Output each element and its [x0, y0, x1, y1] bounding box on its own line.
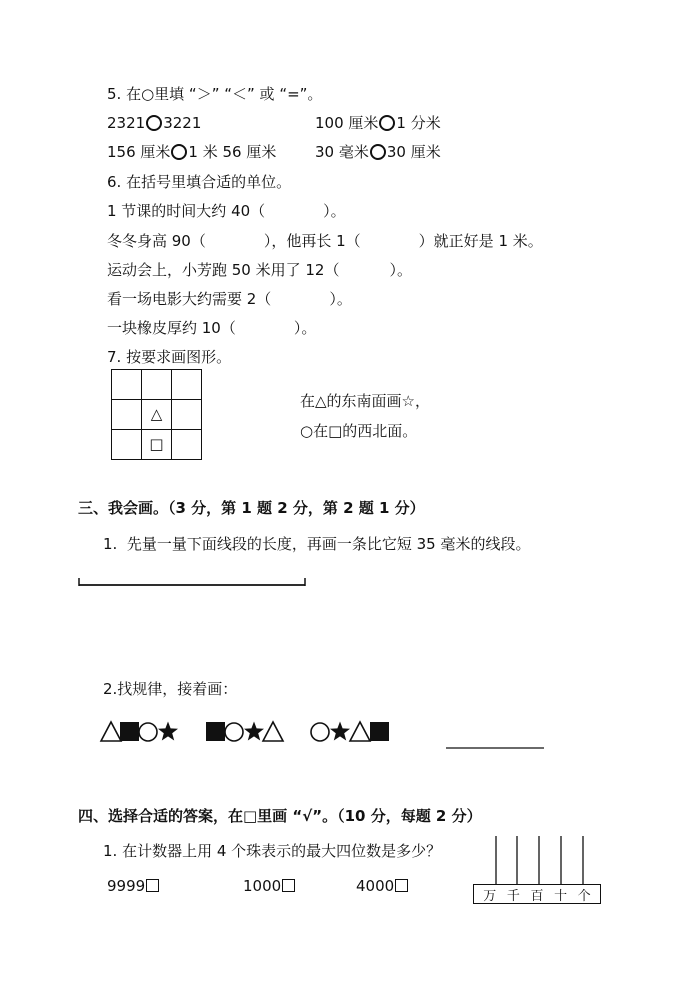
- grid-cell-triangle[interactable]: △: [142, 400, 172, 430]
- compare-right: 1 米 56 厘米: [188, 143, 277, 161]
- unit-text: ）。: [293, 319, 317, 337]
- unit-text: ）就正好是 1 米。: [418, 232, 543, 250]
- answer-line[interactable]: [446, 746, 546, 750]
- checkbox[interactable]: [282, 879, 295, 892]
- unit-line-5: [107, 318, 316, 338]
- circle-icon: [311, 723, 329, 741]
- compare-left: 100 厘米: [315, 114, 379, 132]
- pattern-group-3: [310, 720, 400, 744]
- circle-icon: [225, 723, 243, 741]
- unit-text: 1 节课的时间大约 40（: [107, 202, 266, 220]
- checkbox[interactable]: [146, 879, 159, 892]
- abacus-label-ge: 个: [577, 888, 591, 904]
- compare-item-4: [315, 142, 441, 162]
- grid-cell[interactable]: [172, 370, 202, 400]
- compare-circle[interactable]: [146, 115, 162, 131]
- section4-q1: 1. 在计数器上用 4 个珠表示的最大四位数是多少？: [103, 842, 442, 860]
- grid-cell[interactable]: [142, 370, 172, 400]
- compare-circle[interactable]: [370, 144, 386, 160]
- unit-text: 运动会上，小芳跑 50 米用了 12（: [107, 261, 340, 279]
- compare-left: 2321: [107, 114, 146, 132]
- grid-cell-square[interactable]: □: [142, 430, 172, 460]
- compare-right: 1 分米: [396, 114, 441, 132]
- checkbox[interactable]: [395, 879, 408, 892]
- unit-line-4: [107, 289, 352, 309]
- abacus-label-wan: 万: [483, 888, 497, 904]
- abacus-label-qian: 千: [506, 888, 520, 904]
- filled-square-icon: [370, 722, 389, 741]
- pattern-group-1: [100, 720, 190, 744]
- q7-instruction-1: 在△的东南面画☆，: [300, 392, 430, 410]
- filled-square-icon: [120, 722, 139, 741]
- unit-line-3: [107, 260, 412, 280]
- circle-icon: [139, 723, 157, 741]
- compare-left: 30 毫米: [315, 143, 369, 161]
- section4-heading: 四、选择合适的答案，在□里画 “√”。（10 分，每题 2 分）: [78, 807, 482, 825]
- section3-q2: 2.找规律，接着画：: [103, 680, 238, 698]
- section3-q1: 1. 先量一量下面线段的长度，再画一条比它短 35 毫米的线段。: [103, 535, 531, 553]
- unit-text: ），他再长 1（: [263, 232, 361, 250]
- q6-title: 6. 在括号里填合适的单位。: [107, 173, 292, 191]
- unit-text: ）。: [329, 290, 352, 308]
- option-3: [356, 876, 408, 896]
- section3-heading: 三、我会画。（3 分，第 1 题 2 分，第 2 题 1 分）: [78, 499, 425, 517]
- compare-circle[interactable]: [171, 144, 187, 160]
- compare-item-1: [107, 113, 201, 133]
- unit-line-1: [107, 201, 346, 221]
- grid-cell[interactable]: [112, 370, 142, 400]
- compare-item-2: [315, 113, 441, 133]
- abacus-label-shi: 十: [554, 888, 568, 904]
- triangle-icon: [263, 722, 283, 741]
- unit-text: 看一场电影大约需要 2（: [107, 290, 272, 308]
- star-icon: [158, 722, 178, 741]
- pattern-group-2: [205, 720, 295, 744]
- option-label: 9999: [107, 877, 146, 895]
- grid-cell[interactable]: [112, 400, 142, 430]
- option-2: [243, 876, 295, 896]
- measure-segment: [78, 575, 308, 589]
- abacus-label-bai: 百: [530, 888, 544, 904]
- drawing-grid: [111, 369, 202, 460]
- unit-text: ）。: [323, 202, 346, 220]
- compare-right: 30 厘米: [386, 143, 441, 161]
- abacus-base: [473, 884, 601, 904]
- compare-item-3: [107, 142, 276, 162]
- grid-cell[interactable]: [112, 430, 142, 460]
- unit-text: 冬冬身高 90（: [107, 232, 206, 250]
- abacus-rods: [473, 836, 603, 886]
- compare-left: 156 厘米: [107, 143, 171, 161]
- compare-right: 3221: [163, 114, 202, 132]
- q5-title: 5. 在○里填 “＞” “＜” 或 “=”。: [107, 85, 323, 103]
- option-label: 1000: [243, 877, 282, 895]
- q7-instruction-2: ○在□的西北面。: [300, 422, 418, 440]
- star-icon: [330, 722, 350, 741]
- unit-text: 一块橡皮厚约 10（: [107, 319, 236, 337]
- triangle-icon: [101, 722, 121, 741]
- q7-title: 7. 按要求画图形。: [107, 348, 232, 366]
- grid-cell[interactable]: [172, 430, 202, 460]
- unit-line-2: [107, 231, 543, 251]
- triangle-icon: [350, 722, 370, 741]
- unit-text: ）。: [389, 261, 412, 279]
- compare-circle[interactable]: [379, 115, 395, 131]
- star-icon: [244, 722, 264, 741]
- grid-cell[interactable]: [172, 400, 202, 430]
- option-label: 4000: [356, 877, 395, 895]
- filled-square-icon: [206, 722, 225, 741]
- option-1: [107, 876, 159, 896]
